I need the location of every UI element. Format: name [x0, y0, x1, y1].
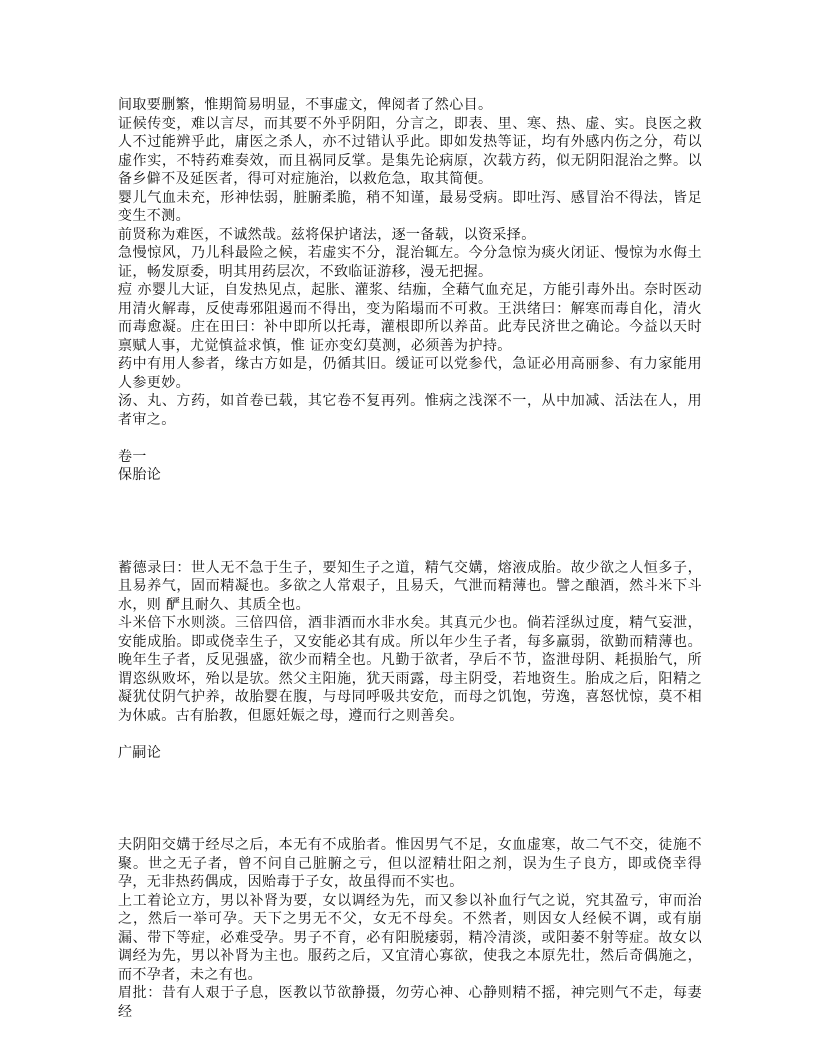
- intro-paragraph-6: 痘 亦婴儿大证，自发热见点，起胀、灌浆、结痂，全藉气血充足，方能引毒外出。奈时医动用清火解毒，反使毒邪阻遏而不得出，变为陷塌而不可救。王洪绪曰：解寒而毒自化，清火而毒愈凝。庄在田曰：补中即所以托毒，灌根即所以养苗。此寿民济世之确论。今益以天时禀赋人事，尤觉慎益求慎，惟 证亦变幻莫测，必须善为护持。: [118, 282, 702, 354]
- guangsi-paragraph-1: 夫阴阳交媾于经尽之后，本无有不成胎者。惟因男气不足，女血虚寒，故二气不交，徒施不聚。世之无子者，曾不问自己脏腑之亏，但以涩精壮阳之剂，误为生子良方，即或侥幸得孕，无非热药偶成，因贻毒于子女，故虽得而不实也。: [118, 837, 702, 890]
- intro-paragraph-3: 婴儿气血未充，形神怯弱，脏腑柔脆，稍不知谨，最易受病。即吐泻、感冒治不得法，皆足变生不测。: [118, 189, 702, 224]
- intro-paragraph-4: 前贤称为难医，不诚然哉。兹将保护诸法，逐一备载，以资采择。: [118, 226, 536, 243]
- intro-paragraph-1: 间取要删繁，惟期简易明显，不事虚文，俾阅者了然心目。: [118, 97, 493, 113]
- guangsi-paragraph-3: 眉批：昔有人艰于子息，医教以节欲静摄，勿劳心神、心静则精不摇，神完则气不走，每妻经: [118, 985, 702, 1020]
- document-page: [118, 96, 702, 1021]
- volume-title: 卷一: [118, 448, 147, 465]
- section-title-guangsi: 广嗣论: [118, 744, 162, 761]
- intro-paragraph-8: 汤、丸、方药，如首卷已载，其它卷不复再列。惟病之浅深不一，从中加减、活法在人，用者审之。: [118, 393, 702, 428]
- intro-paragraph-7: 药中有用人参者，缘古方如是，仍循其旧。缓证可以党参代，急证必用高丽参、有力家能用人参更妙。: [118, 356, 702, 391]
- baotai-paragraph-2: 斗米倍下水则淡。三倍四倍，酒非酒而水非水矣。其真元少也。倘若淫纵过度，精气妄泄，安能成胎。即或侥幸生子，又安能必其有成。所以年少生子者，每多羸弱，欲勤而精薄也。晚年生子者，反见强盛，欲少而精全也。凡勤于欲者，孕后不节，盗泄母阴、耗损胎气，所谓恣纵败坏，殆以是欤。然父主阳施，犹天雨露，母主阴受，若地资生。胎成之后，阳精之凝犹仗阴气护养，故胎婴在腹，与母同呼吸共安危，而母之饥饱，劳逸，喜怒忧惊，莫不相为休戚。古有胎教，但愿妊娠之母，遵而行之则善矣。: [118, 615, 702, 724]
- spacer: [118, 725, 702, 744]
- section-title-baotai: 保胎论: [118, 467, 162, 483]
- intro-paragraph-2: 证候传变，难以言尽，而其要不外乎阴阳，分言之，即表、里、寒、热、虚、实。良医之救人不过能辨乎此，庸医之杀人，亦不过错认乎此。即如发热等证，均有外感内伤之分，苟以虚作实，不特药难奏效，而且祸同反掌。是集先论病原，次载方药，似无阴阳混治之弊。以备乡僻不及延医者，得可对症施治，以救危急，取其简便。: [118, 115, 702, 187]
- intro-paragraph-5: 急慢惊风，乃儿科最险之候，若虚实不分，混治辄左。今分急惊为痰火闭证、慢惊为水侮土证，畅发原委，明其用药层次，不致临证游移，漫无把握。: [118, 245, 702, 280]
- spacer: [118, 762, 702, 836]
- baotai-paragraph-1: 蓄德录曰：世人无不急于生子，要知生子之道，精气交媾，熔液成胎。故少欲之人恒多子，且易养气，固而精凝也。多欲之人常艰子，且易夭，气泄而精薄也。譬之酿酒，然斗米下斗水，则 酽且耐久、其质全也。: [118, 559, 702, 613]
- spacer: [118, 429, 702, 448]
- spacer: [118, 485, 702, 559]
- guangsi-paragraph-2: 上工着论立方，男以补肾为要，女以调经为先，而又参以补血行气之说，究其盈亏，审而治之，然后一举可孕。天下之男无不父，女无不母矣。不然者，则因女人经候不调，或有崩漏、带下等症，必难受孕。男子不育，必有阳脱痿弱，精冷清淡，或阳萎不射等症。故女以调经为先，男以补肾为主也。服药之后，又宜清心寡欲，使我之本原先壮，然后奇偶施之，而不孕者，未之有也。: [118, 892, 702, 983]
